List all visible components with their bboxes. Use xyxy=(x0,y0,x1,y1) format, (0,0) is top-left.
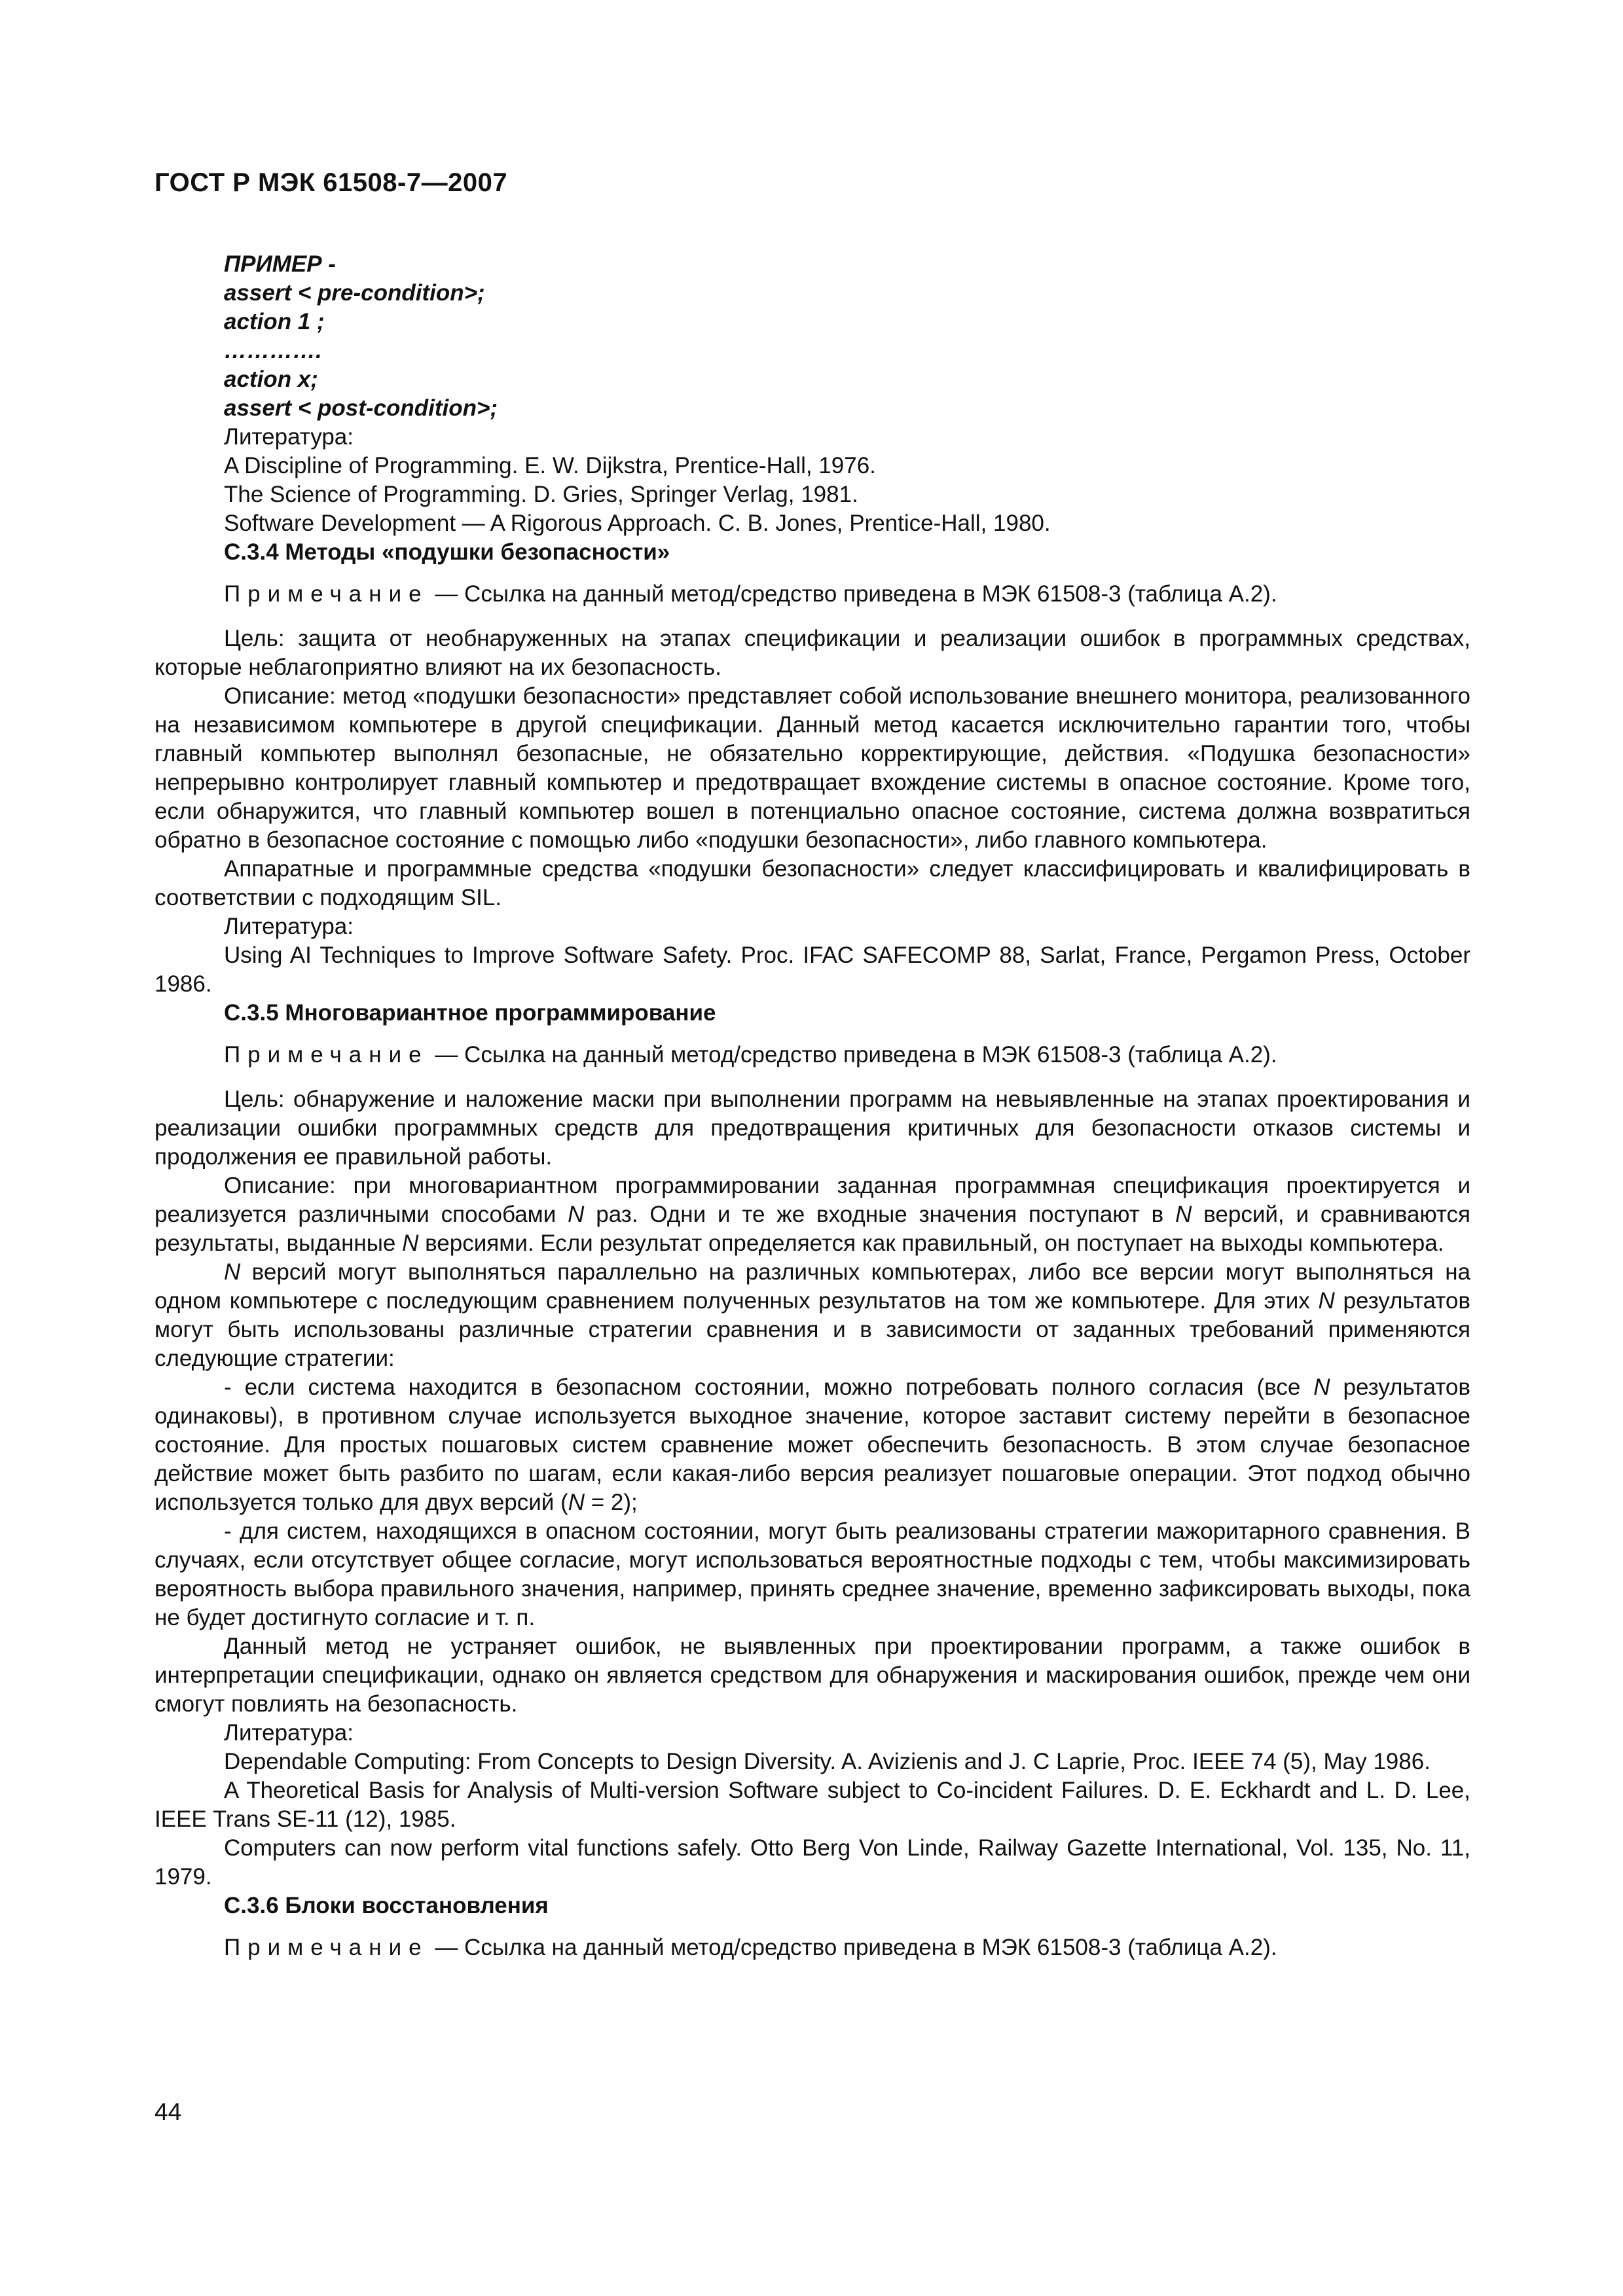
reference-item: A Theoretical Basis for Analysis of Multi-version Software subject to Co-incident Failures. D. E. Eckhardt and L. D. Lee, IEEE Trans SE-11 (12), 1985. xyxy=(155,1778,1470,1832)
paragraph-strategy: - если система находится в безопасном состоянии, можно потребовать полного согласия (все N результатов одинаковы), в противном случае используется выходное значение, которое заставит систему перейти в безопасное состояние. Для простых пошаговых систем сравнение может обеспечить безопасность. В этом случае безопасное действие может быть разбито по шагам, если какая-либо версия реализует пошаговые операции. Этот подход обычно используется только для двух версий (N = 2); xyxy=(155,1374,1470,1515)
page-number: 44 xyxy=(155,2098,182,2125)
paragraph: Аппаратные и программные средства «подушки безопасности» следует классифицировать и квалифицировать в соответствии с подходящим SIL. xyxy=(155,856,1470,910)
example-label: ПРИМЕР - xyxy=(224,251,336,277)
note-text: — Ссылка на данный метод/средство приведена в МЭК 61508-3 (таблица А.2). xyxy=(428,581,1277,607)
example-line: action x; xyxy=(224,367,318,392)
note-label: Примечание xyxy=(224,581,429,607)
paragraph-strategy: - для систем, находящихся в опасном состоянии, могут быть реализованы стратегии мажоритарного сравнения. В случаях, если отсутствует общее согласие, могут использоваться вероятностные подходы с тем, чтобы максимизировать вероятность выбора правильного значения, например, принять среднее значение, временно зафиксировать выходы, пока не будет достигнуто согласие и т. п. xyxy=(155,1518,1470,1630)
example-line: assert < post-condition>; xyxy=(224,395,498,421)
references-label: Литература: xyxy=(224,914,354,939)
section-heading-c335: С.3.5 Многовариантное программирование xyxy=(224,1000,716,1026)
example-line: action 1 ; xyxy=(224,309,325,334)
paragraph-description: Описание: при многовариантном программировании заданная программная спецификация проектируется и реализуется различными способами N раз. Одни и те же входные значения поступают в N версий, и сравниваются результаты, выданные N версиями. Если результат определяется как правильный, он поступает на выходы компьютера. xyxy=(155,1173,1471,1256)
paragraph-purpose: Цель: защита от необнаруженных на этапах спецификации и реализации ошибок в программных средствах, которые неблагоприятно влияют на их безопасность. xyxy=(155,626,1470,680)
note-c334 xyxy=(155,580,1470,609)
note-c336 xyxy=(155,1933,1470,1962)
references-label: Литература: xyxy=(224,1720,354,1746)
paragraph: N версий могут выполняться параллельно на различных компьютерах, либо все версии могут выполняться на одном компьютере с последующим сравнением полученных результатов на том же компьютере. Для этих N результатов могут быть использованы различные стратегии сравнения и в зависимости от заданных требований применяются следующие стратегии: xyxy=(155,1259,1470,1371)
section-heading-c334: С.3.4 Методы «подушки безопасности» xyxy=(224,539,670,565)
paragraph-description: Описание: метод «подушки безопасности» представляет собой использование внешнего монитора, реализованного на независимом компьютере в другой спецификации. Данный метод касается исключительно гарантии того, чтобы главный компьютер выполнял безопасные, не обязательно корректирующие, действия. «Подушка безопасности» непрерывно контролирует главный компьютер и предотвращает вхождение системы в опасное состояние. Кроме того, если обнаружится, что главный компьютер вошел в потенциально опасное состояние, система должна возвратиться обратно в безопасное состояние с помощью либо «подушки безопасности», либо главного компьютера. xyxy=(155,683,1470,853)
page-body xyxy=(155,250,1470,1978)
references-label: Литература: xyxy=(224,424,354,450)
standard-header: ГОСТ Р МЭК 61508-7—2007 xyxy=(155,168,508,197)
example-line: assert < pre-condition>; xyxy=(224,280,485,306)
reference-item: A Discipline of Programming. E. W. Dijkstra, Prentice-Hall, 1976. xyxy=(224,453,876,478)
reference-item: Using AI Techniques to Improve Software Safety. Proc. IFAC SAFECOMP 88, Sarlat, France, Pergamon Press, October 1986. xyxy=(155,942,1470,997)
reference-item: Software Development — A Rigorous Approach. С. B. Jones, Prentice-Hall, 1980. xyxy=(224,511,1051,536)
note-label: Примечание xyxy=(224,1042,429,1067)
reference-item: Dependable Computing: From Concepts to Design Diversity. A. Avizienis and J. C Laprie, Proc. IEEE 74 (5), May 1986. xyxy=(224,1749,1431,1774)
reference-item: Computers can now perform vital functions safely. Otto Berg Von Linde, Railway Gazette International, Vol. 135, No. 11, 1979. xyxy=(155,1835,1470,1890)
reference-item: The Science of Programming. D. Gries, Springer Verlag, 1981. xyxy=(224,482,858,507)
note-c335 xyxy=(155,1041,1470,1069)
note-label: Примечание xyxy=(224,1935,429,1960)
example-line: …………. xyxy=(224,338,322,363)
note-text: — Ссылка на данный метод/средство приведена в МЭК 61508-3 (таблица А.2). xyxy=(428,1935,1277,1960)
section-heading-c336: С.3.6 Блоки восстановления xyxy=(224,1893,549,1918)
paragraph: Данный метод не устраняет ошибок, не выявленных при проектировании программ, а также ошибок в интерпретации спецификации, однако он является средством для обнаружения и маскирования ошибок, прежде чем они смогут повлиять на безопасность. xyxy=(155,1634,1470,1717)
paragraph-purpose: Цель: обнаружение и наложение маски при выполнении программ на невыявленные на этапах проектирования и реализации ошибки программных средств для предотвращения критичных для безопасности отказов системы и продолжения ее правильной работы. xyxy=(155,1086,1470,1170)
note-text: — Ссылка на данный метод/средство приведена в МЭК 61508-3 (таблица А.2). xyxy=(428,1042,1277,1067)
